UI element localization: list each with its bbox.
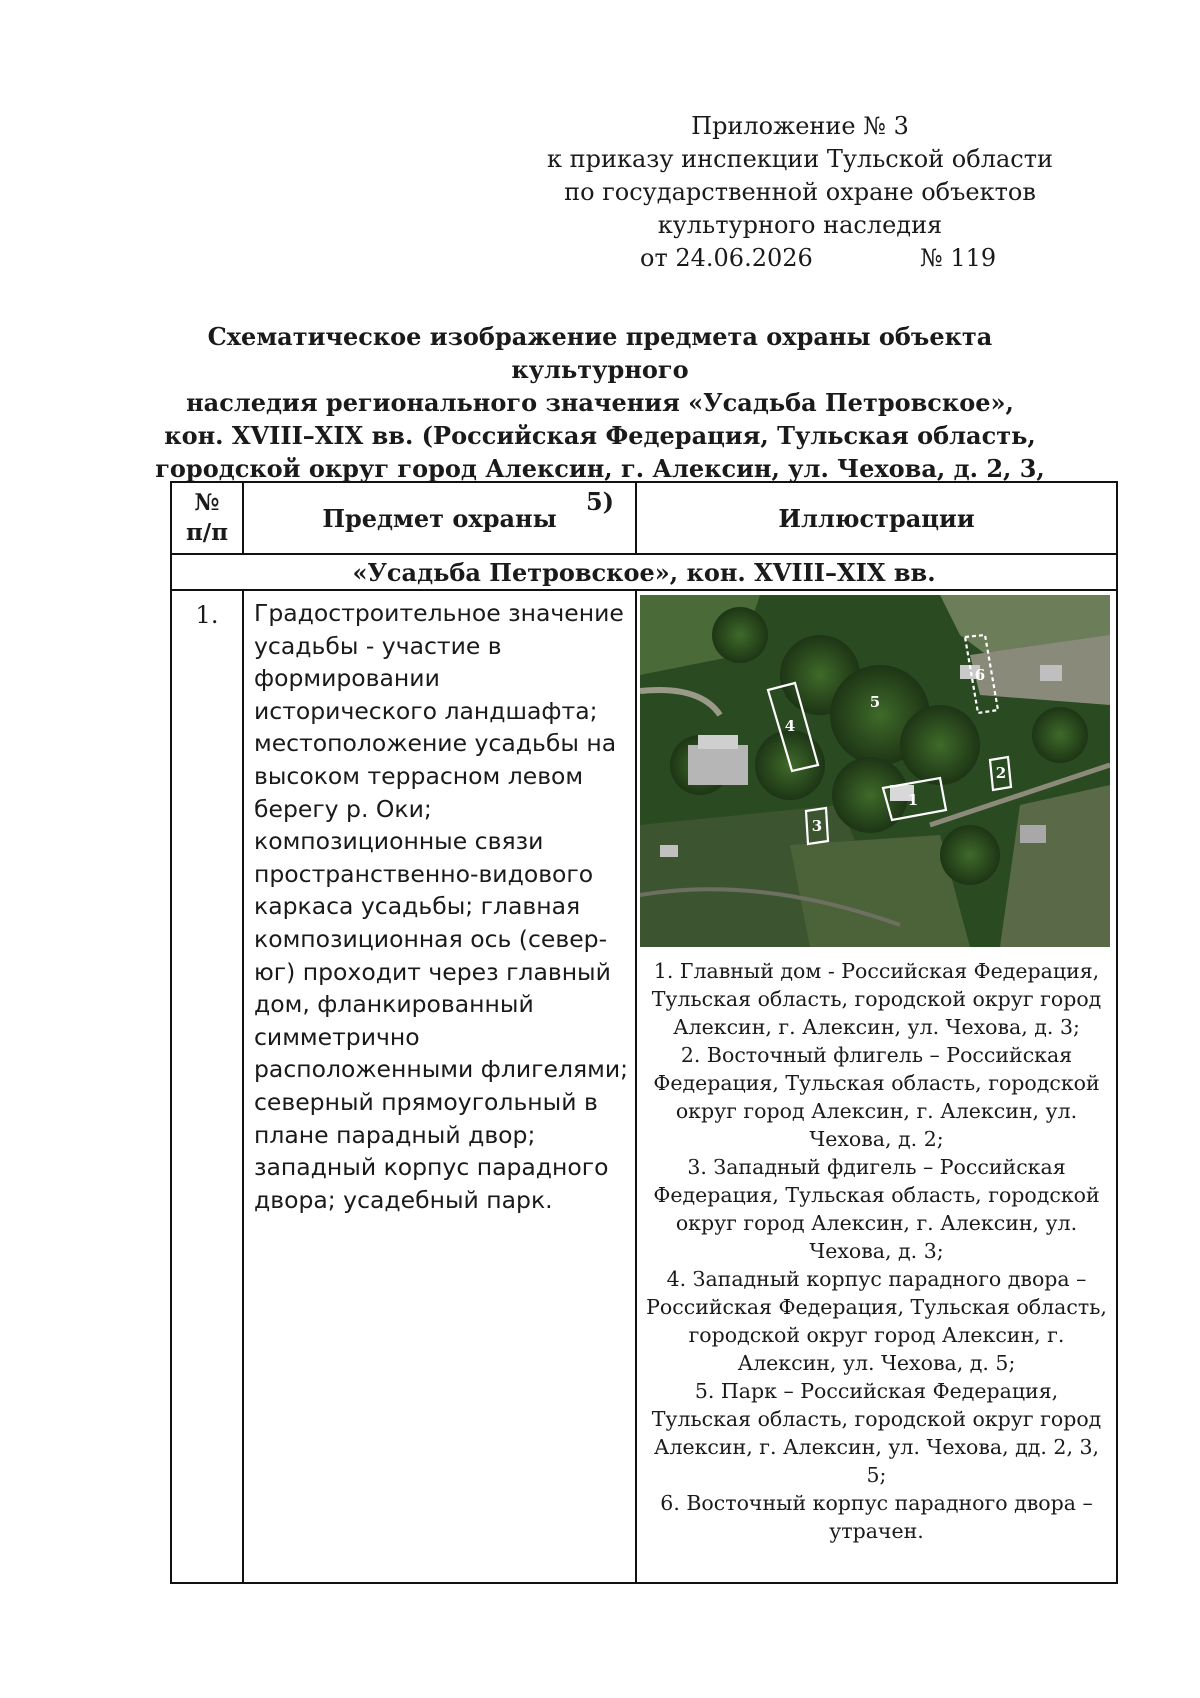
order-date: от 24.06.2026 [640,244,813,272]
legend-item: 5. Парк – Российская Федерация, Тульская область, городской округ город Алексин, г. Алексин, ул. Чехова, дд. 2, 3, 5; [651,1379,1102,1487]
title-line: городской округ город Алексин, г. Алексин, ул. Чехова, д. 2, 3, 5) [155,454,1045,516]
header-number-top: № [194,489,220,516]
header-subject: Предмет охраны [243,482,636,554]
appendix-line: культурного наследия [657,211,943,239]
appendix-line: по государственной охране объектов [564,178,1036,206]
legend-item: 3. Западный фдигель – Российская Федерация, Тульская область, городской округ город Алексин, г. Алексин, ул. Чехова, д. 3; [653,1155,1100,1263]
title-line: Схематическое изображение предмета охраны объекта культурного [207,322,993,384]
legend-item: 1. Главный дом - Российская Федерация, Тульская область, городской округ город Алексин, г. Алексин, ул. Чехова, д. 3; [651,959,1102,1039]
legend-item: 4. Западный корпус парадного двора – Российская Федерация, Тульская область, городской округ город Алексин, г. Алексин, ул. Чехова, д. 5; [646,1267,1107,1375]
appendix-line: Приложение № 3 [691,112,909,140]
order-date-row [540,242,1060,275]
map-label-5: 5 [869,693,881,711]
appendix-line: к приказу инспекции Тульской области [547,145,1053,173]
row-subject-text: Градостроительное значение усадьбы - участие в формировании исторического ландшафта; местоположение усадьбы на высоком террасном левом берегу р. Оки; композиционные связи пространственно-видового каркаса усадьбы; главная композиционная ось (север-юг) проходит через главный дом, фланкированный симметрично расположенными флигелями; северный прямоугольный в плане парадный двор; западный корпус парадного двора; усадебный парк. [243,590,636,1583]
protection-subject-table [170,481,1118,1584]
map-label-1: 1 [907,791,919,809]
title-line: наследия регионального значения «Усадьба Петровское», [186,388,1014,417]
row-illustration [636,590,1117,1583]
map-label-3: 3 [811,817,823,835]
table-row [171,590,1117,1583]
appendix-block [540,110,1060,275]
legend-item: 6. Восточный корпус парадного двора – утрачен. [660,1491,1093,1543]
map-label-4: 4 [784,717,796,735]
section-row [171,554,1117,590]
row-number: 1. [171,590,243,1583]
legend-item: 2. Восточный флигель – Российская Федерация, Тульская область, городской округ город Алексин, г. Алексин, ул. Чехова, д. 2; [653,1043,1100,1151]
table-header-row [171,482,1117,554]
section-title: «Усадьба Петровское», кон. XVIII–XIX вв. [171,554,1117,590]
header-number-bottom: п/п [185,519,229,546]
map-label-6: 6 [974,666,986,684]
satellite-map-image [640,595,1110,947]
map-label-2: 2 [995,764,1007,782]
map-legend [637,957,1116,1545]
header-number [171,482,243,554]
title-line: кон. XVIII–XIX вв. (Российская Федерация, Тульская область, [164,421,1036,450]
order-number: № 119 [920,244,997,272]
header-illustrations: Иллюстрации [636,482,1117,554]
